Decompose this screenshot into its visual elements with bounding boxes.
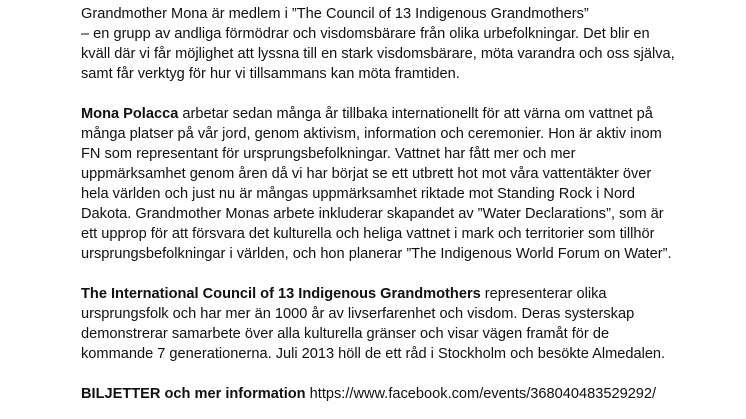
text-line: demonstrerar samarbete över alla kulturella gränser och visar vägen framåt för de <box>81 326 610 342</box>
document-body <box>81 0 741 404</box>
text-line: många platser på vår jord, genom aktivism, information och ceremonier. Hon är aktiv inom <box>81 126 662 142</box>
text-line: uppmärksamhet genom åren då vi har börjat se ett utbrett hot mot våra vattentäkter över <box>81 166 652 182</box>
text-line: ursprungsbefolkningar i världen, och hon planerar ”The Indigenous World Forum on Water”. <box>81 246 672 262</box>
paragraph-spacer <box>81 364 741 384</box>
paragraph-spacer <box>81 264 741 284</box>
text-line: samt får verktyg för hur vi tillsammans kan möta framtiden. <box>81 66 460 82</box>
tickets-info <box>81 384 741 404</box>
bold-name: Mona Polacca <box>81 106 179 122</box>
paragraph-council-intro <box>81 4 741 84</box>
text-line: hela världen och just nu är mångas uppmärksamhet riktade mot Standing Rock i Nord <box>81 186 636 202</box>
text-segment: representerar olika <box>480 286 607 302</box>
paragraph-spacer <box>81 84 741 104</box>
text-line: ursprungsfolk och har mer än 1000 år av livserfarenhet och visdom. Deras systerskap <box>81 306 635 322</box>
text-line: kväll där vi får möjlighet att lyssna till en stark visdomsbärare, möta varandra och oss själva, <box>81 46 675 62</box>
text-line <box>81 284 741 304</box>
text-line: Grandmother Mona är medlem i ”The Council of 13 Indigenous Grandmothers” <box>81 6 589 22</box>
tickets-heading: BILJETTER och mer information <box>81 386 306 402</box>
text-line <box>81 384 741 404</box>
text-line: ett upprop för att försvara det kulturella och heliga vattnet i mark och territorier som tillhör <box>81 226 655 242</box>
event-link[interactable]: https://www.facebook.com/events/368040483529292/ <box>305 386 657 402</box>
paragraph-mona-polacca <box>81 104 741 264</box>
text-line: – en grupp av andliga förmödrar och visdomsbärare från olika urbefolkningar. Det blir en <box>81 26 650 42</box>
text-line <box>81 104 741 124</box>
paragraph-international-council <box>81 284 741 364</box>
text-line: FN som representant för ursprungsbefolkningar. Vattnet har fått mer och mer <box>81 146 576 162</box>
text-segment: arbetar sedan många år tillbaka internationellt för att värna om vattnet på <box>178 106 653 122</box>
text-line: kommande 7 generationerna. Juli 2013 höll de ett råd i Stockholm och besökte Almedalen. <box>81 346 666 362</box>
text-line: Dakota. Grandmother Monas arbete inkluderar skapandet av ”Water Declarations”, som är <box>81 206 664 222</box>
bold-council-name: The International Council of 13 Indigenous Grandmothers <box>81 286 481 302</box>
